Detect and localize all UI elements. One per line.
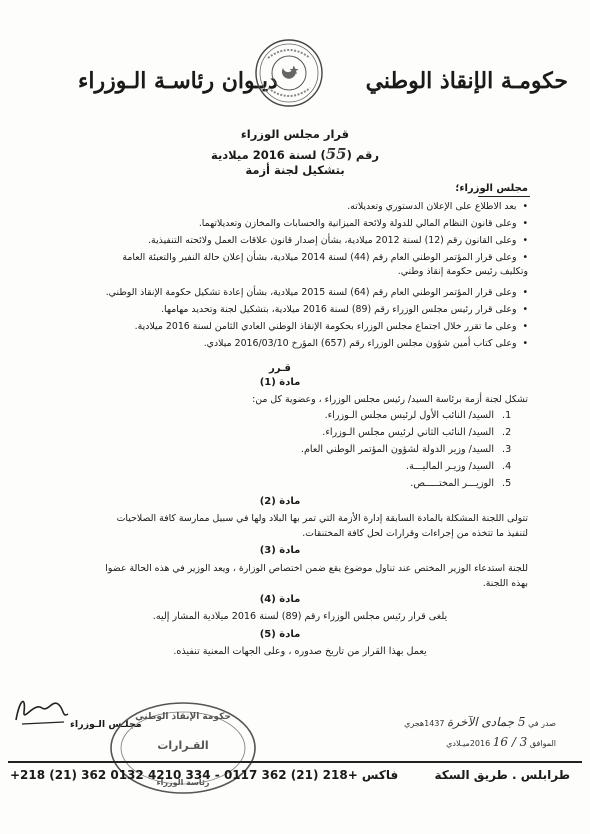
article-1-heading: مادة (1)	[259, 377, 301, 388]
article-1-text: تشكل لجنة أزمة برئاسة السيد/ رئيس مجلس الوزراء ، وعضوية كل من:	[252, 394, 528, 405]
intro-underline	[478, 196, 530, 197]
decree-subject: بتشكيل لجنة أزمة	[245, 163, 345, 177]
article-3-text: للجنة استدعاء الوزير المختص عند تناول موضوع يقع ضمن اختصاص الوزارة ، ويعد الوزير في هذه الحالة عضوا	[105, 563, 528, 574]
stamp-text-top: حكومة الإنقاذ الوطني	[135, 712, 231, 722]
signature-caption: مجلـس الـوزراء	[70, 719, 142, 730]
decree-number: رقم (55) لسنة 2016 ميلادية	[210, 145, 380, 163]
decree-heading: قرار مجلس الوزراء	[240, 127, 350, 141]
issue-date-gregorian: الموافق 3 / 16 2016ميـلادي	[446, 735, 556, 749]
member-item: 4.السيد/ وزيـر الماليـــة.	[406, 461, 512, 472]
footer-divider	[8, 761, 582, 763]
member-item: 5.الوزيـــر المختـــــص.	[410, 478, 512, 489]
article-4-heading: مادة (4)	[259, 594, 301, 605]
article-3-text-cont: بهذه اللجنة.	[482, 578, 528, 589]
consideration-item: •بعد الاطلاع على الإعلان الدستوري وتعديلاته.	[347, 201, 528, 212]
consideration-item: •وعلى قرار المؤتمر الوطني العام رقم (44) لسنة 2014 ميلادية، بشأن إعلان حالة النفير والتعبئة العامة	[122, 252, 528, 263]
footer-phones: +218 (21) 362 0132 فاكس +218 (21) 362 0117 - 334 4210	[10, 768, 399, 782]
government-name: حكومـة الإنقاذ الوطني	[365, 68, 568, 94]
article-3-heading: مادة (3)	[259, 545, 301, 556]
member-item: 3.السيد/ وزير الدولة لشؤون المؤتمر الوطني العام.	[300, 444, 512, 455]
stamp-text-bottom: رئاسة الوزراء	[156, 778, 210, 787]
article-5-heading: مادة (5)	[259, 629, 301, 640]
article-5-text: يعمل بهذا القرار من تاريخ صدوره ، وعلى الجهات المعنية تنفيذه.	[173, 646, 427, 657]
member-item: 1.السيد/ النائب الأول لرئيس مجلس الـوزراء.	[324, 410, 512, 421]
issue-date-hijri: صدر في 5 جمادى الآخرة 1437هجري	[404, 715, 556, 729]
article-2-heading: مادة (2)	[259, 496, 301, 507]
handwritten-number: 55	[325, 145, 347, 163]
article-4-text: يلغى قرار رئيس مجلس الوزراء رقم (89) لسنة 2016 ميلادية المشار إليه.	[152, 611, 448, 622]
government-seal-icon	[254, 38, 324, 108]
decided-label: قـرر	[269, 363, 291, 374]
footer-address: طرابلس . طريق السكة	[434, 768, 570, 782]
signature-icon	[12, 690, 72, 730]
consideration-item-cont: وتكليف رئيس حكومة إنقاذ وطني.	[397, 266, 528, 277]
consideration-item: •وعلى ما تقرر خلال اجتماع مجلس الوزراء بحكومة الإنقاذ الوطني العادي الثامن لسنة 2016 ميلادية.	[134, 321, 528, 332]
consideration-item: •وعلى قرار المؤتمر الوطني العام رقم (64) لسنة 2015 ميلادية، بشأن إعادة تشكيل حكومة الإنقاذ الوطني.	[105, 287, 528, 298]
consideration-item: •وعلى قرار رئيس مجلس الوزراء رقم (89) لسنة 2016 ميلادية، بتشكيل لجنة وتحديد مهامها.	[161, 304, 528, 315]
consideration-item: •وعلى قانون النظام المالي للدولة ولائحة الميزانية والحسابات والمخازن وتعديلاتهما.	[198, 218, 528, 229]
office-name: ديـوان رئاسـة الـوزراء	[78, 68, 278, 94]
consideration-item: •وعلى كتاب أمين شؤون مجلس الوزراء رقم (657) المؤرخ 2016/03/10 ميلادي.	[203, 338, 528, 349]
stamp-text-middle: القـرارات	[157, 739, 209, 752]
council-intro: مجلس الوزراء؛	[455, 183, 528, 194]
article-2-text-cont: لتنفيذ ما تتخذه من إجراءات وقرارات لحل كافة المختنقات.	[302, 528, 528, 539]
article-2-text: تتولى اللجنة المشكلة بالمادة السابقة إدارة الأزمة التي تمر بها البلاد ولها في سبيل ممارسة كافة الصلاحيات	[116, 513, 528, 524]
consideration-item: •وعلى القانون رقم (12) لسنة 2012 ميلادية، بشأن إصدار قانون علاقات العمل ولائحته التنفيذية.	[148, 235, 528, 246]
member-item: 2.السيد/ النائب الثاني لرئيس مجلس الـوزراء.	[322, 427, 512, 438]
